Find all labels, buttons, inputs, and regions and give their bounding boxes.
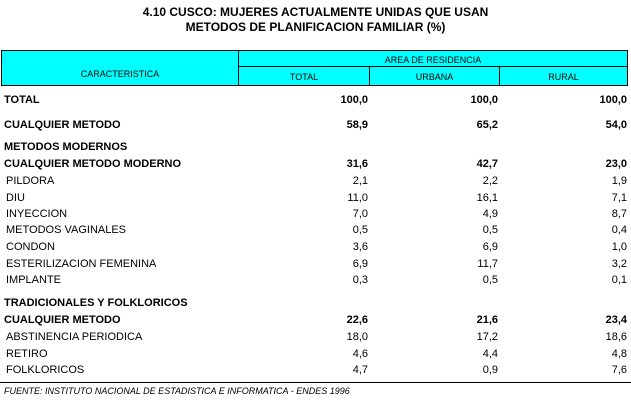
- value-rural: 1,0: [611, 241, 627, 253]
- row-label: DIU: [6, 192, 25, 204]
- table-title-line2: METODOS DE PLANIFICACION FAMILIAR (%): [185, 20, 446, 34]
- row-label: TOTAL: [4, 94, 40, 106]
- table-row: [0, 173, 631, 189]
- value-urbana: 0,5: [482, 274, 498, 286]
- row-label: CONDON: [6, 241, 55, 253]
- header-characteristic: CARACTERISTICA: [80, 69, 160, 79]
- table-row: [0, 222, 631, 238]
- row-label: IMPLANTE: [6, 274, 62, 286]
- table-row: [0, 239, 631, 255]
- table-row: [0, 206, 631, 222]
- value-rural: 8,7: [611, 208, 627, 220]
- value-urbana: 42,7: [476, 158, 498, 170]
- table-title-line1: 4.10 CUSCO: MUJERES ACTUALMENTE UNIDAS QUE USAN: [142, 5, 489, 19]
- row-label: RETIRO: [6, 348, 48, 360]
- row-label: CUALQUIER METODO: [4, 119, 121, 131]
- table-row: [0, 346, 631, 362]
- table-row: [0, 256, 631, 272]
- table-row: [0, 362, 631, 378]
- value-rural: 54,0: [605, 119, 627, 131]
- row-label: CUALQUIER METODO MODERNO: [4, 158, 182, 170]
- value-total: 22,6: [346, 314, 368, 326]
- value-urbana: 16,1: [476, 192, 498, 204]
- value-rural: 7,6: [611, 364, 627, 376]
- value-rural: 4,8: [611, 348, 627, 360]
- value-urbana: 0,9: [482, 364, 498, 376]
- section-heading: [0, 295, 631, 311]
- value-rural: 23,4: [605, 314, 627, 326]
- header-col-total: TOTAL: [289, 72, 319, 82]
- value-total: 11,0: [347, 192, 368, 204]
- value-total: 18,0: [346, 331, 368, 343]
- value-rural: 1,9: [611, 175, 627, 187]
- table-row: [0, 156, 631, 172]
- value-rural: 18,6: [605, 331, 627, 343]
- value-total: 2,1: [352, 175, 368, 187]
- table-row: [0, 272, 631, 288]
- value-rural: 0,4: [611, 224, 627, 236]
- table-header: [1, 50, 628, 86]
- value-rural: 0,1: [611, 274, 627, 286]
- row-label: TRADICIONALES Y FOLKLORICOS: [4, 297, 188, 309]
- value-urbana: 100,0: [470, 94, 498, 106]
- row-label: CUALQUIER METODO: [4, 314, 121, 326]
- table-row: [0, 92, 631, 108]
- value-urbana: 21,6: [476, 314, 498, 326]
- row-label: METODOS VAGINALES: [6, 224, 127, 236]
- value-total: 6,9: [352, 258, 368, 270]
- row-label: METODOS MODERNOS: [4, 141, 128, 153]
- value-urbana: 4,9: [482, 208, 498, 220]
- value-total: 4,7: [352, 364, 368, 376]
- value-urbana: 6,9: [482, 241, 498, 253]
- value-urbana: 4,4: [482, 348, 498, 360]
- row-label: ESTERILIZACION FEMENINA: [6, 258, 157, 270]
- value-urbana: 11,7: [477, 258, 498, 270]
- value-rural: 23,0: [605, 158, 627, 170]
- source-note: FUENTE: INSTITUTO NACIONAL DE ESTADISTICA E INFORMATICA - ENDES 1996: [4, 386, 350, 396]
- header-col-rural: RURAL: [548, 72, 579, 82]
- value-total: 100,0: [340, 94, 368, 106]
- value-rural: 100,0: [599, 94, 627, 106]
- value-total: 3,6: [352, 241, 368, 253]
- footer-divider: [0, 382, 631, 383]
- table-row: [0, 190, 631, 206]
- value-rural: 7,1: [611, 192, 627, 204]
- value-urbana: 17,2: [476, 331, 498, 343]
- value-total: 31,6: [346, 158, 368, 170]
- value-urbana: 0,5: [482, 224, 498, 236]
- value-urbana: 2,2: [482, 175, 498, 187]
- value-rural: 3,2: [611, 258, 627, 270]
- row-label: ABSTINENCIA PERIODICA: [6, 331, 143, 343]
- value-urbana: 65,2: [476, 119, 498, 131]
- table-row: [0, 312, 631, 328]
- value-total: 58,9: [346, 119, 368, 131]
- value-total: 0,3: [352, 274, 368, 286]
- row-label: INYECCION: [6, 208, 68, 220]
- value-total: 0,5: [352, 224, 368, 236]
- header-col-urbana: URBANA: [415, 72, 454, 82]
- value-total: 4,6: [352, 348, 368, 360]
- row-label: FOLKLORICOS: [6, 364, 85, 376]
- value-total: 7,0: [352, 208, 368, 220]
- table-row: [0, 329, 631, 345]
- section-heading: [0, 139, 631, 155]
- table-row: [0, 117, 631, 133]
- header-area-group: AREA DE RESIDENCIA: [384, 55, 482, 65]
- row-label: PILDORA: [6, 175, 55, 187]
